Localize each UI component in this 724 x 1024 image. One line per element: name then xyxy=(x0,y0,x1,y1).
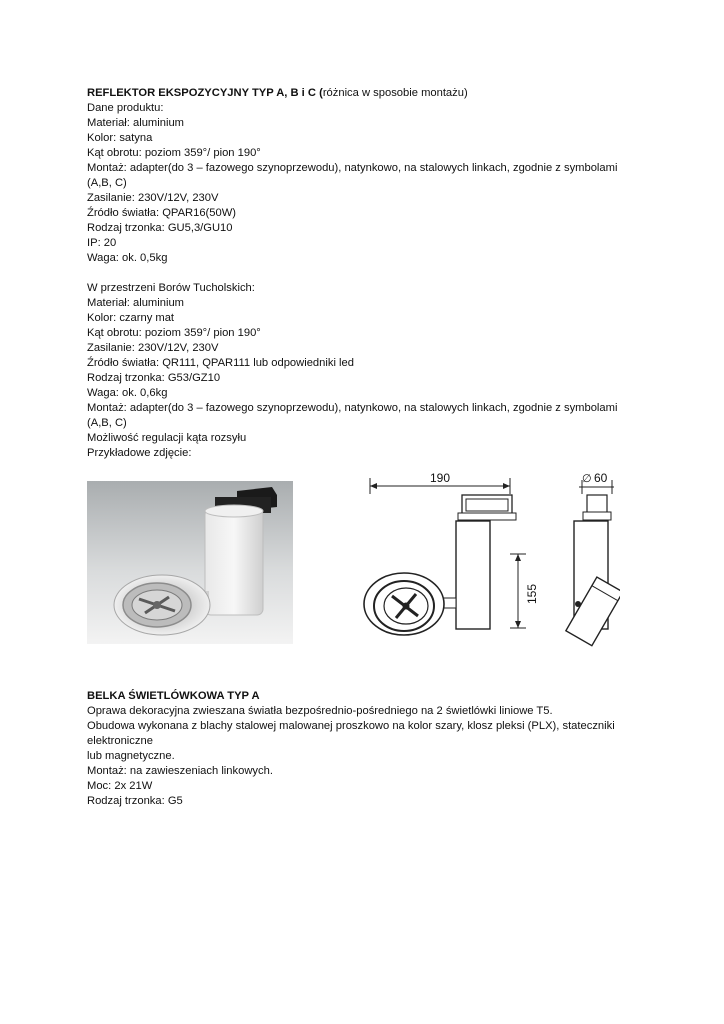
spec-line: Zasilanie: 230V/12V, 230V xyxy=(87,342,219,354)
dim-diameter-label: 60 xyxy=(594,471,608,485)
spec-line: elektroniczne xyxy=(87,735,153,747)
dim-width-label: 190 xyxy=(430,471,451,485)
product-photo xyxy=(87,481,293,644)
spec-line: Zasilanie: 230V/12V, 230V xyxy=(87,192,219,204)
spec-line: Źródło światła: QR111, QPAR111 lub odpowiedniki led xyxy=(87,357,354,369)
spec-line: Rodzaj trzonka: GU5,3/GU10 xyxy=(87,222,233,234)
spec-line: Możliwość regulacji kąta rozsyłu xyxy=(87,432,247,444)
technical-drawing xyxy=(362,468,620,653)
spec-line: Materiał: aluminium xyxy=(87,297,184,309)
spec-line: Kolor: czarny mat xyxy=(87,312,175,324)
section1-title-rest: różnica w sposobie montażu) xyxy=(322,87,468,99)
spec-line: Przykładowe zdjęcie: xyxy=(87,447,192,459)
spec-line: Rodzaj trzonka: G53/GZ10 xyxy=(87,372,221,384)
section1-title xyxy=(87,86,647,101)
spec-line: lub magnetyczne. xyxy=(87,750,175,762)
section1-title-bold: REFLEKTOR EKSPOZYCYJNY TYP A, B i C ( xyxy=(87,87,323,99)
document-body xyxy=(87,86,647,461)
spec-line: Kolor: satyna xyxy=(87,132,153,144)
spec-line: Montaż: adapter(do 3 – fazowego szynoprzewodu), natynkowo, na stalowych linkach, zgodnie z symbolami xyxy=(87,402,618,414)
spec-line: Obudowa wykonana z blachy stalowej malowanej proszkowo na kolor szary, klosz pleksi (PLX), stateczniki xyxy=(87,720,615,732)
spec-line: Montaż: na zawieszeniach linkowych. xyxy=(87,765,273,777)
spec-line: W przestrzeni Borów Tucholskich: xyxy=(87,282,255,294)
spec-line: Źródło światła: QPAR16(50W) xyxy=(87,207,237,219)
spec-line: Moc: 2x 21W xyxy=(87,780,153,792)
spec-line: Kąt obrotu: poziom 359°/ pion 190° xyxy=(87,147,261,159)
spec-line: Rodzaj trzonka: G5 xyxy=(87,795,183,807)
spec-line: (A,B, C) xyxy=(87,177,127,189)
dim-height-label: 155 xyxy=(525,583,539,605)
spec-line: Waga: ok. 0,5kg xyxy=(87,252,168,264)
diameter-symbol: ∅ xyxy=(582,473,592,485)
spec-line: Dane produktu: xyxy=(87,102,164,114)
spec-line: Waga: ok. 0,6kg xyxy=(87,387,168,399)
paragraph-gap xyxy=(87,266,647,281)
section3-title: BELKA ŚWIETLÓWKOWA TYP A xyxy=(87,690,260,702)
spec-line: Montaż: adapter(do 3 – fazowego szynoprzewodu), natynkowo, na stalowych linkach, zgodnie z symbolami xyxy=(87,162,618,174)
spec-line: Materiał: aluminium xyxy=(87,117,184,129)
spec-line: (A,B, C) xyxy=(87,417,127,429)
spec-line: Oprawa dekoracyjna zwieszana światła bezpośrednio-pośredniego na 2 świetlówki liniowe T5. xyxy=(87,705,553,717)
spec-line: Kąt obrotu: poziom 359°/ pion 190° xyxy=(87,327,261,339)
spec-line: IP: 20 xyxy=(87,237,117,249)
section3 xyxy=(87,689,647,809)
